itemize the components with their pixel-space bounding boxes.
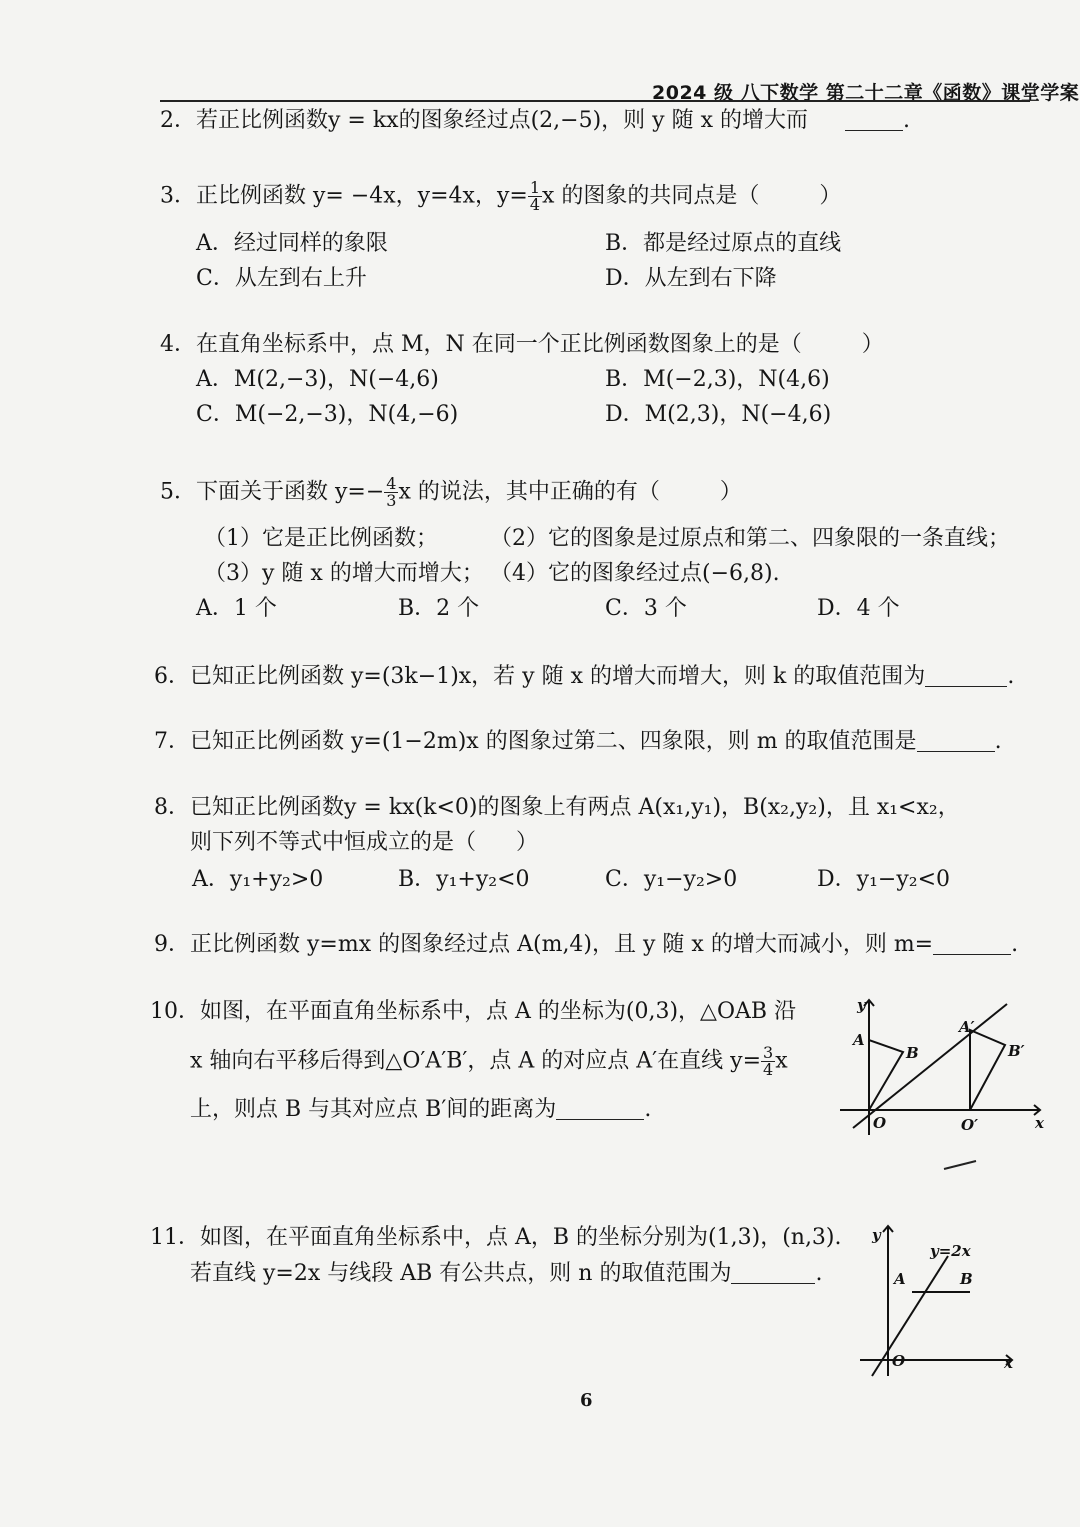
q4-option-a[interactable]: A．M(2,−3)，N(−4,6) xyxy=(196,367,439,392)
question-8-line-2: 则下列不等式中恒成立的是（ ） xyxy=(190,830,539,855)
question-8-line-1: 8．已知正比例函数y = kx(k<0)的图象上有两点 A(x₁,y₁)，B(x₂,y₂)，且 x₁<x₂， xyxy=(154,795,960,820)
pen-stroke-mark xyxy=(940,1155,980,1175)
q5-option-c[interactable]: C．3 个 xyxy=(605,596,687,621)
q9-answer-blank[interactable] xyxy=(933,932,1011,955)
q3-fraction: $\frac{1}{4}$ xyxy=(529,178,541,214)
q4-option-c[interactable]: C．M(−2,−3)，N(4,−6) xyxy=(196,402,459,427)
q2-text: 2．若正比例函数y = kx的图象经过点(2,−5)，则 y 随 x 的增大而 xyxy=(160,108,808,133)
question-4: 4．在直角坐标系中，点 M，N 在同一个正比例函数图象上的是（ ） xyxy=(160,332,884,357)
fig11-label-A: A xyxy=(894,1270,906,1288)
q11-answer-blank[interactable] xyxy=(731,1261,815,1284)
question-2 xyxy=(160,106,910,136)
q4-text: 4．在直角坐标系中，点 M，N 在同一个正比例函数图象上的是（ xyxy=(160,332,802,357)
q5-option-d[interactable]: D．4 个 xyxy=(817,596,900,621)
fig10-triangle-OAB xyxy=(869,1040,903,1110)
q10-fraction: $\frac{3}{4}$ xyxy=(763,1043,774,1079)
fig10-triangle-OAB-translated xyxy=(970,1030,1005,1110)
fig10-label-y: y xyxy=(857,996,866,1014)
question-6: 6．已知正比例函数 y=(3k−1)x，若 y 随 x 的增大而增大，则 k 的取值范围为 . xyxy=(154,664,1015,689)
question-11-line-1: 11．如图，在平面直角坐标系中，点 A，B 的坐标分别为(1,3)，(n,3). xyxy=(150,1225,842,1250)
fig11-label-B: B xyxy=(960,1270,973,1288)
figure-10 xyxy=(835,990,1050,1140)
q5-text-pre: 5．下面关于函数 y=− xyxy=(160,479,385,505)
question-10-line-3: 上，则点 B 与其对应点 B′间的距离为 . xyxy=(190,1097,652,1122)
q3-option-d[interactable]: D．从左到右下降 xyxy=(605,266,777,291)
fig10-label-A-prime: A′ xyxy=(959,1018,975,1036)
q6-text: 6．已知正比例函数 y=(3k−1)x，若 y 随 x 的增大而增大，则 k 的取值范围为 xyxy=(154,664,926,689)
fig11-label-y: y xyxy=(872,1226,881,1244)
q3-option-b[interactable]: B．都是经过原点的直线 xyxy=(605,231,842,256)
q7-text: 7．已知正比例函数 y=(1−2m)x 的图象过第二、四象限，则 m 的取值范围是 xyxy=(154,729,917,754)
q2-period: . xyxy=(902,108,910,133)
q4-option-d[interactable]: D．M(2,3)，N(−4,6) xyxy=(605,402,832,427)
q3-text-post: x 的图象的共同点是（ xyxy=(542,183,760,209)
q9-text: 9．正比例函数 y=mx 的图象经过点 A(m,4)，且 y 随 x 的增大而减小，则 m= xyxy=(154,932,934,957)
fig11-label-x: x xyxy=(1004,1354,1013,1372)
fig11-label-line: y=2x xyxy=(930,1242,971,1260)
q5-option-b[interactable]: B．2 个 xyxy=(398,596,480,621)
q7-answer-blank[interactable] xyxy=(917,729,995,752)
q10-answer-blank[interactable] xyxy=(556,1097,644,1120)
q3-option-c[interactable]: C．从左到右上升 xyxy=(196,266,367,291)
q8-option-d[interactable]: D．y₁−y₂<0 xyxy=(817,867,950,892)
fig10-label-O: O xyxy=(873,1114,887,1132)
worksheet-header: 2024 级 八下数学 第二十二章《函数》课堂学案 xyxy=(652,82,1080,104)
question-7: 7．已知正比例函数 y=(1−2m)x 的图象过第二、四象限，则 m 的取值范围是 . xyxy=(154,729,1002,754)
q3-text-pre: 3．正比例函数 y= −4x，y=4x，y= xyxy=(160,183,528,209)
q5-statement-3: （3）y 随 x 的增大而增大； xyxy=(204,561,484,586)
question-5: 5．下面关于函数 y=− $\frac{4}{3}$ x 的说法，其中正确的有（ ） xyxy=(160,474,742,510)
question-11-line-2: 若直线 y=2x 与线段 AB 有公共点，则 n 的取值范围为 . xyxy=(190,1261,823,1286)
q5-statement-4: （4）它的图象经过点(−6,8). xyxy=(490,561,780,586)
fig11-line-y2x xyxy=(872,1256,948,1376)
fig10-label-A: A xyxy=(853,1031,865,1049)
q5-statement-2: （2）它的图象是过原点和第二、四象限的一条直线； xyxy=(490,526,1010,551)
q5-statement-1: （1）它是正比例函数； xyxy=(204,526,438,551)
question-10-line-1: 10．如图，在平面直角坐标系中，点 A 的坐标为(0,3)，△OAB 沿 xyxy=(150,999,797,1024)
q2-answer-blank[interactable] xyxy=(845,108,903,131)
q3-option-a[interactable]: A．经过同样的象限 xyxy=(196,231,388,256)
header-rule xyxy=(160,100,1030,102)
q4-option-b[interactable]: B．M(−2,3)，N(4,6) xyxy=(605,367,830,392)
figure-11 xyxy=(860,1218,1020,1378)
q8-option-a[interactable]: A．y₁+y₂>0 xyxy=(192,867,324,892)
q5-text-post: x 的说法，其中正确的有（ xyxy=(398,479,660,505)
q5-fraction: $\frac{4}{3}$ xyxy=(386,474,397,510)
page-number: 6 xyxy=(580,1390,593,1411)
fig11-label-O: O xyxy=(892,1352,906,1370)
question-3: 3．正比例函数 y= −4x，y=4x，y= $\frac{1}{4}$ x 的图象的共同点是（ ） xyxy=(160,178,842,214)
q8-option-b[interactable]: B．y₁+y₂<0 xyxy=(398,867,530,892)
fig10-label-B-prime: B′ xyxy=(1008,1042,1025,1060)
q6-answer-blank[interactable] xyxy=(925,664,1007,687)
q8-option-c[interactable]: C．y₁−y₂>0 xyxy=(605,867,738,892)
fig10-label-B: B xyxy=(906,1044,919,1062)
question-10-line-2: x 轴向右平移后得到△O′A′B′，点 A 的对应点 A′在直线 y= $\frac{3}{4}$ x xyxy=(190,1043,788,1079)
fig10-label-x: x xyxy=(1035,1114,1044,1132)
q5-option-a[interactable]: A．1 个 xyxy=(196,596,277,621)
question-9: 9．正比例函数 y=mx 的图象经过点 A(m,4)，且 y 随 x 的增大而减小，则 m= . xyxy=(154,932,1019,957)
fig10-label-O-prime: O′ xyxy=(961,1116,979,1134)
